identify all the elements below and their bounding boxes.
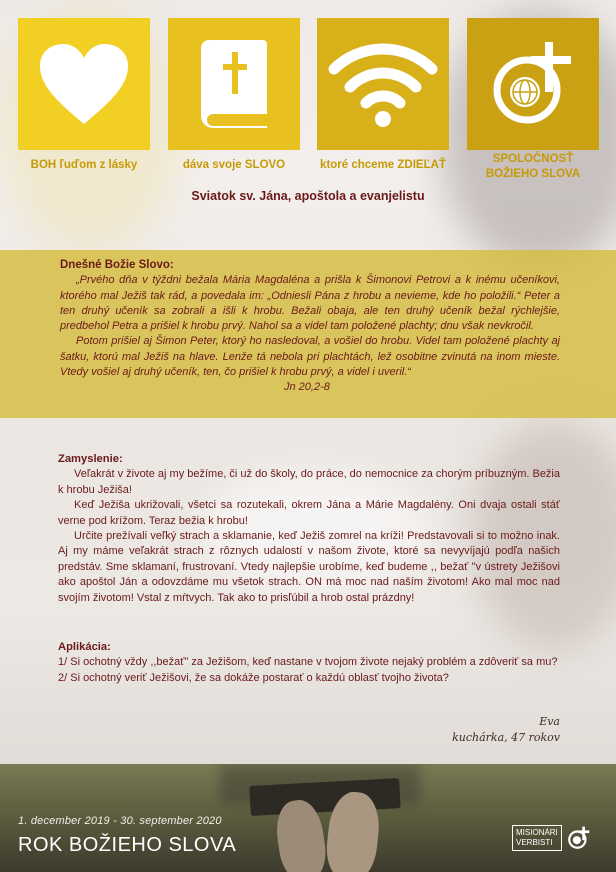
globe-cross-icon bbox=[485, 36, 581, 132]
tile-wifi bbox=[317, 18, 449, 150]
application-item: 2/ Si ochotný veriť Ježišovi, že sa dokáže postarať o každú oblasť tvojho života? bbox=[58, 671, 449, 684]
scripture-paragraph: „Prvého dňa v týždni bežala Mária Magdaléna a prišla k Šimonovi Petrovi a k inému učeníkovi, ktorého mal Ježiš tak rád, a povedala im: „Odniesli Pána z hrobu a nevieme, kde ho položili.“ Peter a ten druhý učeník sa zobrali a išli k hrobu. Bežali obaja, ale ten druhý učeník bežal rýchlejšie, predbehol Petra a prišiel k hrobu prvý. Nahol sa a videl tam položené plachty; dnu však nevkročil. bbox=[60, 274, 560, 333]
scripture-title: Dnešné Božie Slovo: bbox=[60, 259, 174, 271]
year-dates: 1. december 2019 - 30. september 2020 bbox=[18, 815, 222, 827]
year-title: ROK BOŽIEHO SLOVA bbox=[18, 834, 237, 856]
signature-name: Eva bbox=[539, 715, 560, 728]
scripture-section bbox=[60, 258, 560, 396]
reflection-title: Zamyslenie: bbox=[58, 453, 123, 465]
application-item: 1/ Si ochotný vždy ,,bežať" za Ježišom, keď nastane v tvojom živote nejaký problém a zdôveriť sa mu? bbox=[58, 656, 558, 669]
svd-logo bbox=[512, 820, 600, 856]
tile-caption-society: SPOLOČNOSŤ BOŽIEHO SLOVA bbox=[485, 153, 581, 180]
svd-logo-line: VERBISTI bbox=[516, 838, 553, 847]
svd-logo-line: MISIONÁRI bbox=[516, 828, 558, 837]
feast-title: Sviatok sv. Jána, apoštola a evanjelistu bbox=[191, 189, 425, 203]
reflection-paragraph: Keď Ježiša ukrižovali, všetci sa rozutekali, okrem Jána a Márie Magdalény. Oni dvaja ostali stáť verne pod krížom. Teraz bežia k hrobu! bbox=[58, 499, 560, 527]
signature bbox=[452, 714, 560, 746]
scripture-text bbox=[60, 273, 560, 380]
tile-caption-word: dáva svoje SLOVO bbox=[182, 159, 286, 171]
tile-bible bbox=[168, 18, 300, 150]
application-title: Aplikácia: bbox=[58, 641, 111, 653]
application-section bbox=[58, 640, 578, 686]
tile-svd-logo bbox=[467, 18, 599, 150]
tile-caption-share: ktoré chceme ZDIEĽAŤ bbox=[320, 159, 446, 171]
tile-caption-love: BOH ľuďom z lásky bbox=[30, 159, 138, 171]
reflection-section bbox=[58, 452, 560, 606]
svd-logo-text bbox=[512, 825, 562, 851]
reflection-paragraph: Určite prežívali veľký strach a sklamanie, keď Ježiš zomrel na kríži! Predstavovali si to možno inak. Aj my máme veľakrát strach z rôznych udalostí v našom živote, ktoré sa nevyvíjajú podľa našich predstáv. Sme sklamaní, frustrovaní. Vtedy najlepšie urobíme, keď budeme ,, bežať "v ústrety Ježišovi ako apoštol Ján a odovzdáme mu všetok strach. ON má moc nad naším životom! Ako mal moc nad svojím životom! Vstal z mŕtvych. Tak ako to prisľúbil a hrob ostal prázdny! bbox=[58, 530, 560, 604]
heart-icon bbox=[38, 42, 130, 126]
reflection-paragraph: Veľakrát v živote aj my bežíme, či už do školy, do práce, do nemocnice za chorým príbuzným. Bežia k hrobu Ježiša! bbox=[58, 468, 560, 496]
bible-icon bbox=[199, 38, 269, 130]
tile-heart bbox=[18, 18, 150, 150]
scripture-reference: Jn 20,2-8 bbox=[284, 381, 330, 394]
wifi-icon bbox=[328, 39, 438, 129]
globe-cross-icon bbox=[566, 823, 592, 853]
signature-role: kuchárka, 47 rokov bbox=[452, 731, 560, 744]
footer-photo-book bbox=[249, 778, 400, 816]
scripture-paragraph: Potom prišiel aj Šimon Peter, ktorý ho nasledoval, a vošiel do hrobu. Videl tam položené plachty aj šatku, ktorú mal Ježiš na hlave. Lenže tá nebola pri plachtách, lež osobitne zvinutá na inom mieste. Vtedy vošiel aj druhý učeník, ten, čo prišiel k hrobu prvý, a videl i uveril.“ bbox=[60, 335, 560, 379]
